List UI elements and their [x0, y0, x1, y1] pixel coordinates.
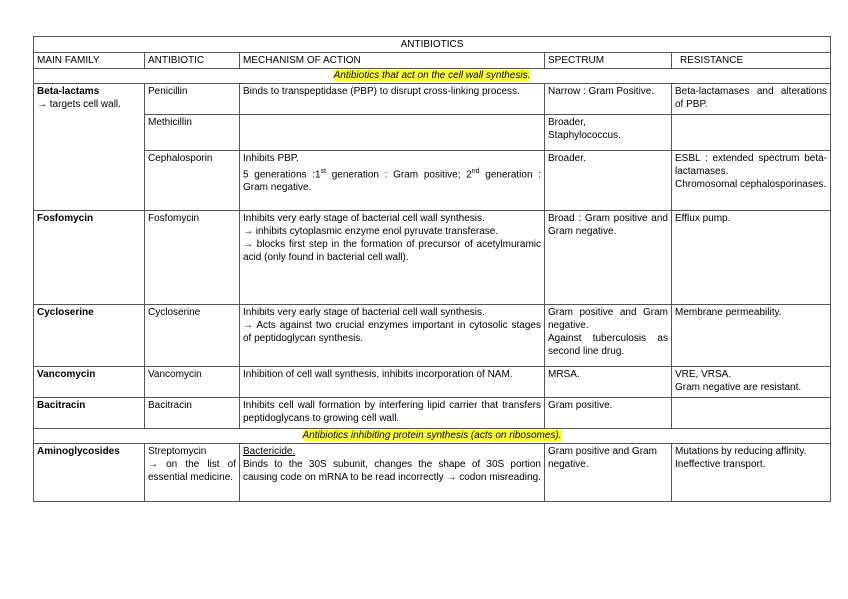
mechanism-line: 5 generations :1st generation : Gram positive; 2nd generation : Gram negative. [243, 168, 542, 194]
title-row [34, 37, 831, 53]
section-row [34, 69, 831, 84]
spectrum-bacitracin: Gram positive. [545, 398, 672, 429]
table-row [34, 305, 831, 367]
family-aminoglycosides: Aminoglycosides [34, 444, 145, 502]
table-row [34, 115, 831, 151]
antibiotic-fosfomycin: Fosfomycin [145, 211, 240, 305]
antibiotic-vancomycin: Vancomycin [145, 367, 240, 398]
spectrum-line: Staphylococcus. [548, 130, 621, 141]
header-mechanism: MECHANISM OF ACTION [240, 53, 545, 69]
mechanism-line: → inhibits cytoplasmic enzyme enol pyruvate transferase. [243, 226, 499, 237]
antibiotic-methicillin: Methicillin [145, 115, 240, 151]
section-cell-wall: Antibiotics that act on the cell wall synthesis. [333, 70, 531, 81]
antibiotic-line: Streptomycin [148, 446, 207, 457]
mechanism-line: → Acts against two crucial enzymes important in cytosolic stages of peptidoglycan synthesis. [243, 320, 541, 344]
resistance-penicillin: Beta-lactamases and alterations of PBP. [672, 84, 831, 115]
mechanism-line: Inhibits PBP. [243, 153, 299, 164]
mechanism-methicillin [240, 115, 545, 151]
header-row [34, 53, 831, 69]
section-protein-synthesis: Antibiotics inhibiting protein synthesis (acts on ribosomes). [302, 430, 562, 441]
antibiotics-table [33, 36, 831, 502]
family-note: → targets cell wall. [37, 99, 121, 110]
antibiotic-bacitracin: Bacitracin [145, 398, 240, 429]
antibiotic-cephalosporin: Cephalosporin [145, 151, 240, 211]
table-row [34, 211, 831, 305]
resistance-line: Ineffective transport. [675, 459, 766, 470]
header-antibiotic: ANTIBIOTIC [145, 53, 240, 69]
table-row [34, 84, 831, 115]
mechanism-line: Inhibits very early stage of bacterial cell wall synthesis. [243, 213, 485, 224]
resistance-line: Gram negative are resistant. [675, 382, 802, 393]
mechanism-bacitracin: Inhibits cell wall formation by interfering lipid carrier that transfers peptidoglycans to growing cell wall. [240, 398, 545, 429]
family-fosfomycin: Fosfomycin [34, 211, 145, 305]
resistance-cephalosporin [672, 151, 831, 211]
header-main-family: MAIN FAMILY [34, 53, 145, 69]
resistance-methicillin [672, 115, 831, 151]
antibiotic-penicillin: Penicillin [145, 84, 240, 115]
mechanism-cycloserine [240, 305, 545, 367]
table-title: ANTIBIOTICS [34, 37, 831, 53]
resistance-vancomycin [672, 367, 831, 398]
table-row [34, 151, 831, 211]
family-cycloserine: Cycloserine [34, 305, 145, 367]
spectrum-methicillin [545, 115, 672, 151]
spectrum-line: Against tuberculosis as second line drug. [548, 333, 668, 357]
mechanism-line: → blocks first step in the formation of precursor of acetylmuramic acid (only found in bacterial cell wall). [243, 239, 541, 263]
mechanism-cephalosporin [240, 151, 545, 211]
resistance-line: Mutations by reducing affinity. [675, 446, 807, 457]
family-bacitracin: Bacitracin [34, 398, 145, 429]
spectrum-fosfomycin: Broad : Gram positive and Gram negative. [545, 211, 672, 305]
mechanism-streptomycin [240, 444, 545, 502]
mechanism-vancomycin: Inhibition of cell wall synthesis, inhibits incorporation of NAM. [240, 367, 545, 398]
table-row [34, 398, 831, 429]
family-vancomycin: Vancomycin [34, 367, 145, 398]
mechanism-line: Binds to the 30S subunit, changes the shape of 30S portion causing code on mRNA to be read incorrectly → codon misreading. [243, 459, 541, 483]
mechanism-line: Inhibits very early stage of bacterial cell wall synthesis. [243, 307, 485, 318]
resistance-line: VRE, VRSA. [675, 369, 732, 380]
spectrum-cephalosporin: Broader. [545, 151, 672, 211]
table-row [34, 367, 831, 398]
spectrum-cycloserine [545, 305, 672, 367]
spectrum-streptomycin: Gram positive and Gram negative. [545, 444, 672, 502]
spectrum-vancomycin: MRSA. [545, 367, 672, 398]
resistance-fosfomycin: Efflux pump. [672, 211, 831, 305]
resistance-line: Chromosomal cephalosporinases. [675, 179, 827, 190]
resistance-streptomycin [672, 444, 831, 502]
antibiotic-streptomycin [145, 444, 240, 502]
spectrum-line: Gram positive and Gram negative. [548, 307, 668, 331]
spectrum-line: Broader, [548, 117, 586, 128]
section-row [34, 429, 831, 444]
antibiotic-line: → on the list of essential medicine. [148, 459, 236, 483]
mechanism-line: Bactericide. [243, 446, 296, 457]
header-resistance: RESISTANCE [672, 53, 831, 69]
mechanism-penicillin: Binds to transpeptidase (PBP) to disrupt cross-linking process. [240, 84, 545, 115]
antibiotic-cycloserine: Cycloserine [145, 305, 240, 367]
header-spectrum: SPECTRUM [545, 53, 672, 69]
resistance-cycloserine: Membrane permeability. [672, 305, 831, 367]
family-cell [34, 84, 145, 211]
mechanism-fosfomycin [240, 211, 545, 305]
resistance-line: ESBL : extended spectrum beta-lactamases. [675, 153, 828, 177]
resistance-bacitracin [672, 398, 831, 429]
spectrum-penicillin: Narrow : Gram Positive. [545, 84, 672, 115]
family-beta-lactams: Beta-lactams [37, 86, 100, 97]
table-row [34, 444, 831, 502]
